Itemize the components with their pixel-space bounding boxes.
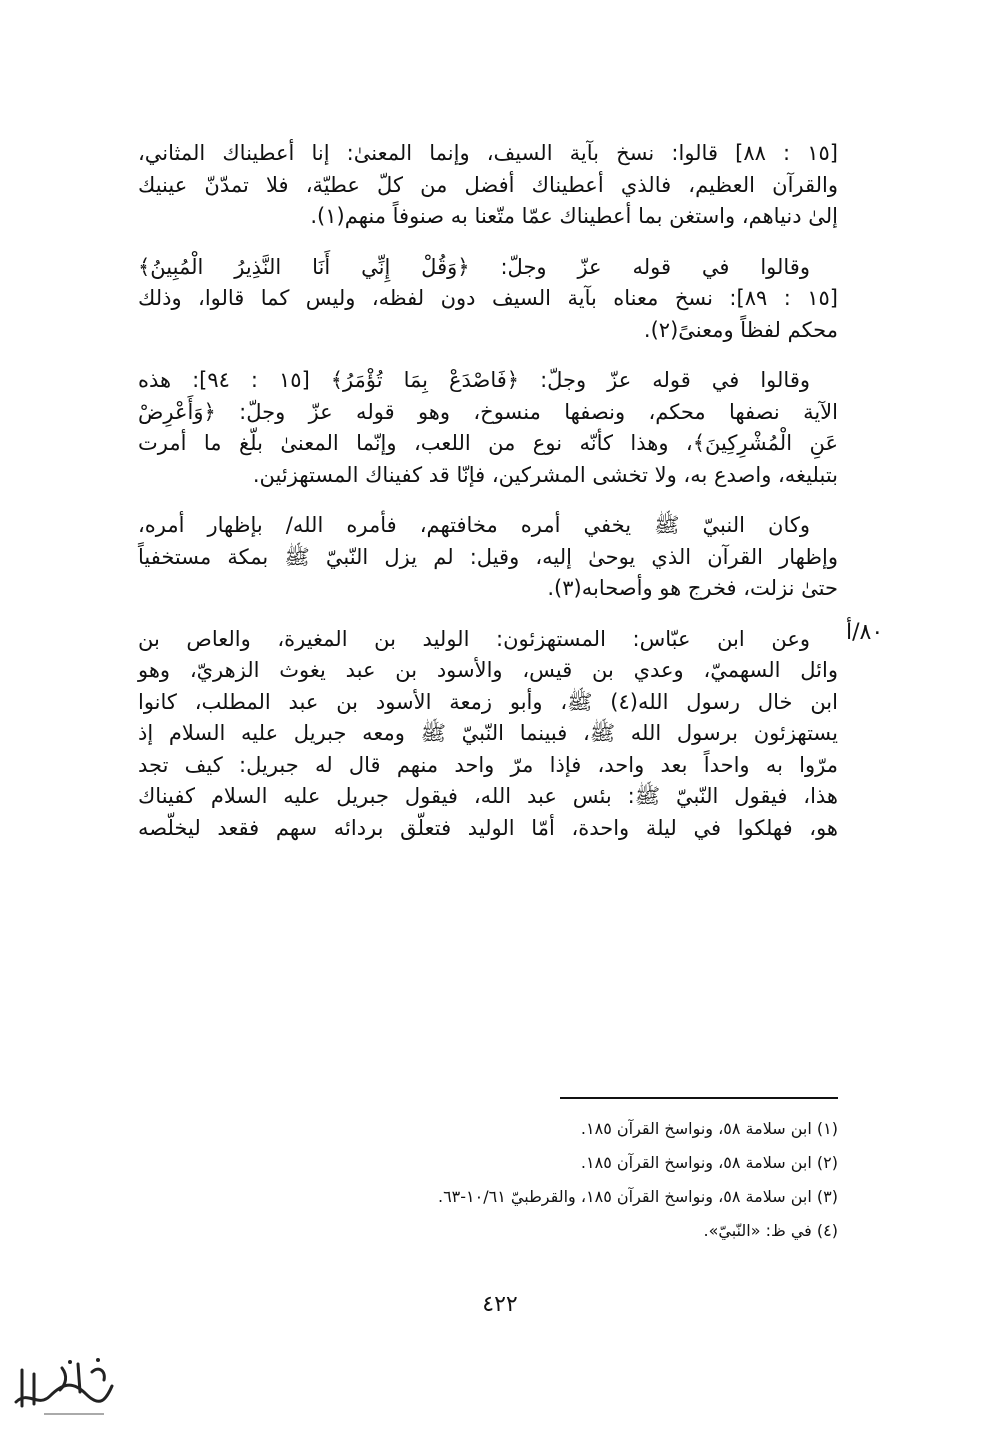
text-line: وعن ابن عبّاس: المستهزئون: الوليد بن المغيرة، والعاص بن xyxy=(138,626,810,651)
paragraph-2 xyxy=(138,252,838,347)
paragraph-1 xyxy=(138,138,838,233)
manuscript-folio-marker: ٨٠/أ xyxy=(846,620,884,645)
text-line: وكان النبيّ ﷺ يخفي أمره مخافتهم، فأمره الله/ بإظهار أمره، xyxy=(138,513,810,537)
paragraph-5 xyxy=(138,624,838,845)
text-line: وإظهار القرآن الذي يوحىٰ إليه، وقيل: لم يزل النّبيّ ﷺ بمكة مستخفياً xyxy=(138,544,838,569)
text-line: هو، فهلكوا في ليلة واحدة، أمّا الوليد فتعلّق بردائه سهم فقعد ليخلّصه xyxy=(138,815,838,840)
text-line: والقرآن العظيم، فالذي أعطيناك أفضل من كلّ عطيّة، فلا تمدّنّ عينيك xyxy=(138,172,838,197)
text-line: وقالوا في قوله عزّ وجلّ: ﴿وَقُلْ إِنِّي أَنَا النَّذِيرُ الْمُبِينُ﴾ xyxy=(138,254,810,279)
footnotes xyxy=(138,1112,838,1248)
text-line: [١٥ : ٨٨] قالوا: نسخ بآية السيف، وإنما المعنىٰ: إنا أعطيناك المثاني، xyxy=(138,141,838,165)
footnote-4: (٤) في ظ: «النّبيّ». xyxy=(703,1221,838,1240)
calligraphy-logo xyxy=(8,1350,118,1422)
footnote-2: (٢) ابن سلامة ٥٨، ونواسخ القرآن ١٨٥. xyxy=(580,1153,838,1172)
main-text-body xyxy=(138,138,838,863)
text-line: إلىٰ دنياهم، واستغن بما أعطيناك عمّا متّعنا به صنوفاً منهم(١). xyxy=(310,204,838,228)
text-line: الآية نصفها محكم، ونصفها منسوخ، وهو قوله عزّ وجلّ: ﴿وَأَعْرِضْ xyxy=(138,399,838,424)
paragraph-3 xyxy=(138,365,838,491)
footnote-3: (٣) ابن سلامة ٥٨، ونواسخ القرآن ١٨٥، والقرطبيّ ١٠/٦١-٦٣. xyxy=(437,1187,838,1206)
text-line: [١٥ : ٨٩]: نسخ معناه بآية السيف دون لفظه، وليس كما قالوا، وذلك xyxy=(138,286,838,310)
text-line: وائل السهميّ، وعدي بن قيس، والأسود بن عبد يغوث الزهريّ، وهو xyxy=(138,658,838,682)
text-line: مرّوا به واحداً بعد واحد، فإذا مرّ واحد منهم قال له جبريل: كيف تجد xyxy=(138,752,838,777)
page-number: ٤٢٢ xyxy=(482,1292,518,1317)
text-line: محكم لفظاً ومعنىً(٢). xyxy=(643,317,838,342)
text-line: ابن خال رسول الله(٤) ﷺ، وأبو زمعة الأسود بن عبد المطلب، كانوا xyxy=(138,689,838,714)
footnote-divider xyxy=(560,1097,838,1099)
calligraphy-logo-icon xyxy=(8,1350,118,1422)
text-line: حتىٰ نزلت، فخرج هو وأصحابه(٣). xyxy=(547,576,838,600)
paragraph-4 xyxy=(138,510,838,605)
text-line: يستهزئون برسول الله ﷺ، فبينما النّبيّ ﷺ ومعه جبريل عليه السلام إذ xyxy=(138,721,838,745)
footnote-1: (١) ابن سلامة ٥٨، ونواسخ القرآن ١٨٥. xyxy=(580,1119,838,1138)
text-line: هذا، فيقول النّبيّ ﷺ: بئس عبد الله، فيقول جبريل عليه السلام كفيناك xyxy=(138,784,838,808)
text-line: وقالوا في قوله عزّ وجلّ: ﴿فَاصْدَعْ بِمَا تُؤْمَرُ﴾ [١٥ : ٩٤]: هذه xyxy=(138,368,811,392)
text-line: عَنِ الْمُشْرِكِينَ﴾، وهذا كأنّه نوع من اللعب، وإنّما المعنىٰ بلّغ ما أمرت xyxy=(138,431,838,455)
text-line: بتبليغه، واصدع به، ولا تخشى المشركين، فإنّا قد كفيناك المستهزئين. xyxy=(252,462,838,487)
